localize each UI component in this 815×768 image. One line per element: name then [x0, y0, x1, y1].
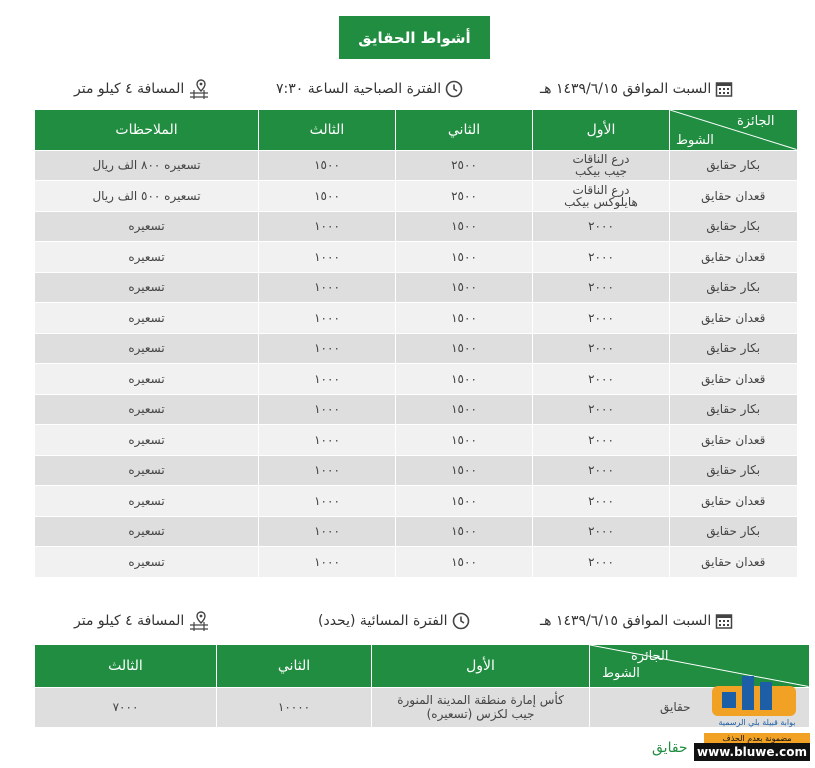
first-prize: ٢٠٠٠ [533, 303, 670, 334]
first-prize-line2: جيب لكزس (تسعيره) [426, 707, 535, 722]
notes: تسعيره [35, 516, 259, 547]
table-row [35, 211, 797, 242]
first-prize-line1: كأس إمارة منطقة المدينة المنورة [397, 693, 564, 708]
third-prize: ١٠٠٠ [259, 425, 396, 456]
second-prize: ١٥٠٠ [396, 486, 533, 517]
first-header: الأول [372, 645, 590, 687]
run-name: بكار حقايق [670, 516, 797, 547]
run-name: بكار حقايق [670, 150, 797, 181]
third-prize: ١٠٠٠ [259, 394, 396, 425]
third-prize: ١٥٠٠ [259, 150, 396, 181]
session1-date [540, 78, 733, 100]
run-name: بكار حقايق [670, 394, 797, 425]
first-prize-line2: جيب بيكب [574, 164, 627, 179]
watermark-url: www.bluwe.com [694, 743, 810, 761]
notes: تسعيره [35, 486, 259, 517]
first-prize: ٢٠٠٠ [533, 455, 670, 486]
second-prize: ١٥٠٠ [396, 333, 533, 364]
second-prize: ١٥٠٠ [396, 211, 533, 242]
second-prize: ١٥٠٠ [396, 394, 533, 425]
first-prize [533, 181, 670, 212]
first-prize: ٢٠٠٠ [533, 394, 670, 425]
third-header: الثالث [35, 645, 217, 687]
second-prize: ١٥٠٠ [396, 516, 533, 547]
watermark-tagline: مضمونة بعدم الحذف [704, 733, 810, 744]
run-name: قعدان حقايق [670, 425, 797, 456]
notes: تسعيره [35, 364, 259, 395]
notes: تسعيره [35, 547, 259, 578]
second-prize: ١٥٠٠ [396, 272, 533, 303]
first-prize-line1: درع الناقات [572, 152, 630, 167]
third-prize: ١٠٠٠ [259, 333, 396, 364]
third-header: الثالث [259, 110, 396, 150]
session2-distance [74, 610, 210, 632]
table-row [35, 486, 797, 517]
session2-date [540, 610, 733, 632]
table-row [35, 181, 797, 212]
session2-time-text: الفترة المسائية (يحدد) [318, 613, 448, 629]
second-prize: ١٥٠٠ [396, 455, 533, 486]
table-row [35, 242, 797, 273]
notes: تسعيره ٨٠٠ الف ريال [35, 150, 259, 181]
clock-icon [452, 612, 470, 630]
session1-time-text: الفترة الصباحية الساعة ٧:٣٠ [276, 81, 442, 97]
first-prize: ٢٠٠٠ [533, 333, 670, 364]
session2-distance-text: المسافة ٤ كيلو متر [74, 613, 185, 629]
clock-icon [445, 80, 463, 98]
third-prize: ١٠٠٠ [259, 364, 396, 395]
table-row [35, 333, 797, 364]
second-prize: ١٥٠٠ [396, 547, 533, 578]
second-prize: ١٥٠٠ [396, 364, 533, 395]
site-logo-icon [712, 676, 796, 716]
table-row [35, 272, 797, 303]
session2-date-text: السبت الموافق ١٤٣٩/٦/١٥ هـ [540, 613, 712, 629]
run-name: بكار حقايق [670, 211, 797, 242]
calendar-icon [715, 80, 733, 98]
table-row [35, 364, 797, 395]
calendar-icon [715, 612, 733, 630]
notes: تسعيره [35, 455, 259, 486]
notes: تسعيره [35, 272, 259, 303]
second-prize: ١٠٠٠٠ [217, 687, 372, 727]
run-name: بكار حقايق [670, 333, 797, 364]
session1-table [34, 110, 797, 577]
session1-distance-text: المسافة ٤ كيلو متر [74, 81, 185, 97]
second-prize: ٢٥٠٠ [396, 150, 533, 181]
third-prize: ١٥٠٠ [259, 181, 396, 212]
table-row [35, 516, 797, 547]
notes: تسعيره [35, 303, 259, 334]
third-prize: ١٠٠٠ [259, 455, 396, 486]
second-prize: ٢٥٠٠ [396, 181, 533, 212]
first-prize-line2: هايلوكس بيكب [564, 194, 638, 209]
table-row [35, 455, 797, 486]
first-header: الأول [533, 110, 670, 150]
watermark-portal: بوابة قبيلة بلي الرسمية [718, 718, 796, 727]
session2-table [34, 645, 809, 727]
first-prize: ٢٠٠٠ [533, 547, 670, 578]
run-name: قعدان حقايق [670, 364, 797, 395]
first-prize: ٢٠٠٠ [533, 364, 670, 395]
first-prize: ٢٠٠٠ [533, 272, 670, 303]
third-prize: ١٠٠٠ [259, 486, 396, 517]
run-name: بكار حقايق [670, 272, 797, 303]
cropped-run-name: حقايق [652, 740, 688, 756]
session1-distance [74, 78, 210, 100]
run-name: قعدان حقايق [670, 486, 797, 517]
first-prize [533, 150, 670, 181]
third-prize: ١٠٠٠ [259, 211, 396, 242]
notes: تسعيره ٥٠٠ الف ريال [35, 181, 259, 212]
notes: تسعيره [35, 333, 259, 364]
notes-header: الملاحظات [35, 110, 259, 150]
first-prize: ٢٠٠٠ [533, 486, 670, 517]
session1-header-row [35, 110, 797, 150]
third-prize: ١٠٠٠ [259, 516, 396, 547]
first-prize [372, 687, 590, 727]
second-prize: ١٥٠٠ [396, 242, 533, 273]
location-pin-icon [188, 78, 210, 100]
run-header: الشوط [602, 665, 640, 681]
session1-date-text: السبت الموافق ١٤٣٩/٦/١٥ هـ [540, 81, 712, 97]
first-prize-line1: درع الناقات [572, 182, 630, 197]
notes: تسعيره [35, 242, 259, 273]
run-name: قعدان حقايق [670, 303, 797, 334]
session2-header-row [35, 645, 809, 687]
second-prize: ١٥٠٠ [396, 425, 533, 456]
first-prize: ٢٠٠٠ [533, 242, 670, 273]
third-prize: ١٠٠٠ [259, 272, 396, 303]
session2-time [318, 610, 470, 632]
notes: تسعيره [35, 425, 259, 456]
table-row [35, 687, 809, 727]
table-row [35, 394, 797, 425]
page-title: أشواط الحقايق [339, 16, 490, 59]
third-prize: ١٠٠٠ [259, 303, 396, 334]
session1-time [276, 78, 463, 100]
run-name: قعدان حقايق [670, 242, 797, 273]
notes: تسعيره [35, 211, 259, 242]
first-prize: ٢٠٠٠ [533, 425, 670, 456]
run-name: حقايق [590, 687, 809, 727]
third-prize: ٧٠٠٠ [35, 687, 217, 727]
table-row [35, 547, 797, 578]
third-prize: ١٠٠٠ [259, 547, 396, 578]
run-name: بكار حقايق [670, 455, 797, 486]
run-name: قعدان حقايق [670, 181, 797, 212]
table-row [35, 150, 797, 181]
second-header: الثاني [217, 645, 372, 687]
corner-header [670, 110, 797, 150]
prize-header: الجائزة [736, 114, 775, 129]
prize-header: الجائزة [630, 649, 669, 664]
notes: تسعيره [35, 394, 259, 425]
run-header: الشوط [676, 132, 714, 148]
table-row [35, 303, 797, 334]
location-pin-icon [188, 610, 210, 632]
second-prize: ١٥٠٠ [396, 303, 533, 334]
first-prize: ٢٠٠٠ [533, 211, 670, 242]
table-row [35, 425, 797, 456]
third-prize: ١٠٠٠ [259, 242, 396, 273]
second-header: الثاني [396, 110, 533, 150]
first-prize: ٢٠٠٠ [533, 516, 670, 547]
run-name: قعدان حقايق [670, 547, 797, 578]
